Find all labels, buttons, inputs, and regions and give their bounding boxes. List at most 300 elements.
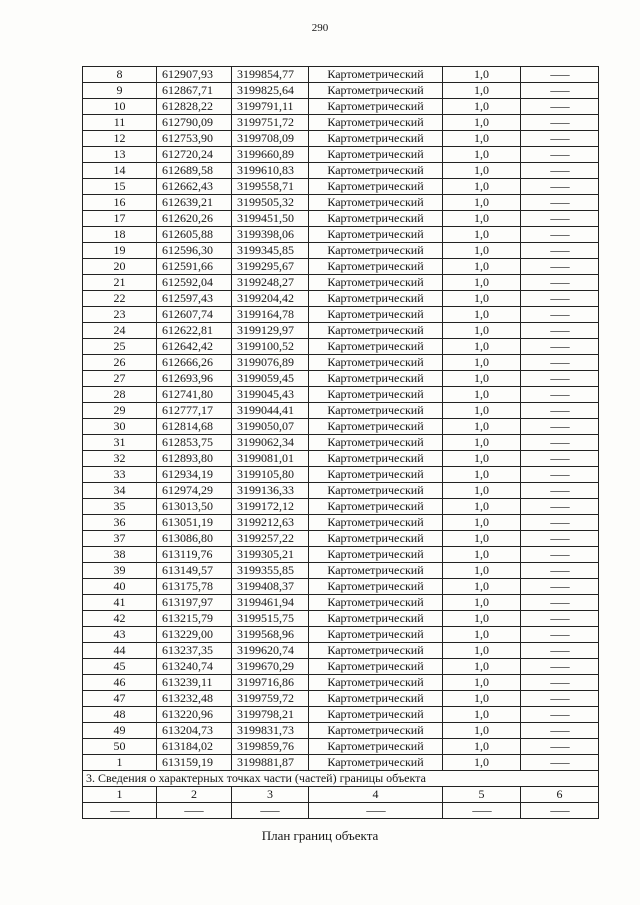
- table-row: [83, 339, 599, 355]
- method-cell: Картометрический: [309, 387, 443, 403]
- description-cell: —: [521, 99, 599, 115]
- coord-x-cell: 613184,02: [157, 739, 232, 755]
- coord-x-cell: 612605,88: [157, 227, 232, 243]
- point-number-cell: 20: [83, 259, 157, 275]
- table-row: [83, 131, 599, 147]
- description-cell: —: [521, 515, 599, 531]
- accuracy-cell: 1,0: [443, 243, 521, 259]
- coord-x-cell: 612790,09: [157, 115, 232, 131]
- coord-x-cell: 612907,93: [157, 67, 232, 83]
- coord-x-cell: 613215,79: [157, 611, 232, 627]
- coord-x-cell: 612607,74: [157, 307, 232, 323]
- section-3-title-row: [83, 771, 599, 787]
- description-cell: —: [521, 435, 599, 451]
- accuracy-cell: 1,0: [443, 211, 521, 227]
- accuracy-cell: 1,0: [443, 723, 521, 739]
- coord-x-cell: 613197,97: [157, 595, 232, 611]
- accuracy-cell: 1,0: [443, 179, 521, 195]
- coord-x-cell: 612814,68: [157, 419, 232, 435]
- point-number-cell: 22: [83, 291, 157, 307]
- point-number-cell: 24: [83, 323, 157, 339]
- coord-y-cell: 3199451,50: [232, 211, 309, 227]
- coord-y-cell: 3199257,22: [232, 531, 309, 547]
- method-cell: Картометрический: [309, 579, 443, 595]
- point-number-cell: 44: [83, 643, 157, 659]
- page-number: 290: [311, 22, 329, 34]
- method-cell: Картометрический: [309, 67, 443, 83]
- coord-y-cell: 3199355,85: [232, 563, 309, 579]
- point-number-cell: 30: [83, 419, 157, 435]
- accuracy-cell: 1,0: [443, 611, 521, 627]
- coord-y-cell: 3199568,96: [232, 627, 309, 643]
- col-header: 5: [443, 787, 521, 803]
- point-number-cell: 13: [83, 147, 157, 163]
- coord-y-cell: 3199204,42: [232, 291, 309, 307]
- coord-y-cell: 3199831,73: [232, 723, 309, 739]
- table-row: [83, 611, 599, 627]
- coord-x-cell: 613240,74: [157, 659, 232, 675]
- accuracy-cell: 1,0: [443, 291, 521, 307]
- description-cell: —: [521, 675, 599, 691]
- coord-x-cell: 613051,19: [157, 515, 232, 531]
- point-number-cell: 35: [83, 499, 157, 515]
- description-cell: —: [521, 211, 599, 227]
- coord-y-cell: 3199062,34: [232, 435, 309, 451]
- col-header: 2: [157, 787, 232, 803]
- description-cell: —: [521, 83, 599, 99]
- method-cell: Картометрический: [309, 355, 443, 371]
- accuracy-cell: 1,0: [443, 499, 521, 515]
- coord-y-cell: 3199515,75: [232, 611, 309, 627]
- table-row: [83, 99, 599, 115]
- point-number-cell: 50: [83, 739, 157, 755]
- accuracy-cell: 1,0: [443, 307, 521, 323]
- table-row: [83, 723, 599, 739]
- col-header: 6: [521, 787, 599, 803]
- method-cell: Картометрический: [309, 435, 443, 451]
- coord-y-cell: 3199044,41: [232, 403, 309, 419]
- coord-y-cell: 3199081,01: [232, 451, 309, 467]
- method-cell: Картометрический: [309, 467, 443, 483]
- description-cell: —: [521, 227, 599, 243]
- accuracy-cell: 1,0: [443, 451, 521, 467]
- empty-cell: —: [157, 803, 232, 819]
- coord-x-cell: 612597,43: [157, 291, 232, 307]
- method-cell: Картометрический: [309, 691, 443, 707]
- empty-cell: —: [232, 803, 309, 819]
- table-row: [83, 371, 599, 387]
- accuracy-cell: 1,0: [443, 339, 521, 355]
- table-row: [83, 707, 599, 723]
- coord-y-cell: 3199791,11: [232, 99, 309, 115]
- table-row: [83, 547, 599, 563]
- coord-y-cell: 3199505,32: [232, 195, 309, 211]
- method-cell: Картометрический: [309, 291, 443, 307]
- accuracy-cell: 1,0: [443, 387, 521, 403]
- description-cell: —: [521, 163, 599, 179]
- description-cell: —: [521, 483, 599, 499]
- description-cell: —: [521, 179, 599, 195]
- method-cell: Картометрический: [309, 227, 443, 243]
- coord-x-cell: 613229,00: [157, 627, 232, 643]
- point-number-cell: 40: [83, 579, 157, 595]
- section-3-title: 3. Сведения о характерных точках части (частей) границы объекта: [83, 771, 599, 787]
- table-row: [83, 515, 599, 531]
- description-cell: —: [521, 387, 599, 403]
- point-number-cell: 18: [83, 227, 157, 243]
- table-row: [83, 563, 599, 579]
- table-row: [83, 83, 599, 99]
- coord-x-cell: 612853,75: [157, 435, 232, 451]
- coord-x-cell: 612642,42: [157, 339, 232, 355]
- coord-x-cell: 613204,73: [157, 723, 232, 739]
- table-row: [83, 115, 599, 131]
- accuracy-cell: 1,0: [443, 691, 521, 707]
- description-cell: —: [521, 467, 599, 483]
- coord-x-cell: 612934,19: [157, 467, 232, 483]
- coord-y-cell: 3199408,37: [232, 579, 309, 595]
- empty-cell: —: [443, 803, 521, 819]
- coord-x-cell: 612596,30: [157, 243, 232, 259]
- empty-cell: —: [521, 803, 599, 819]
- point-number-cell: 10: [83, 99, 157, 115]
- coord-y-cell: 3199248,27: [232, 275, 309, 291]
- method-cell: Картометрический: [309, 643, 443, 659]
- accuracy-cell: 1,0: [443, 547, 521, 563]
- coord-y-cell: 3199076,89: [232, 355, 309, 371]
- table-row: [83, 499, 599, 515]
- accuracy-cell: 1,0: [443, 707, 521, 723]
- description-cell: —: [521, 67, 599, 83]
- table-row: [83, 147, 599, 163]
- coord-x-cell: 612620,26: [157, 211, 232, 227]
- table-row: [83, 211, 599, 227]
- point-number-cell: 21: [83, 275, 157, 291]
- table-row: [83, 643, 599, 659]
- point-number-cell: 19: [83, 243, 157, 259]
- accuracy-cell: 1,0: [443, 515, 521, 531]
- description-cell: —: [521, 259, 599, 275]
- method-cell: Картометрический: [309, 99, 443, 115]
- coord-y-cell: 3199059,45: [232, 371, 309, 387]
- description-cell: —: [521, 627, 599, 643]
- table-row: [83, 387, 599, 403]
- method-cell: Картометрический: [309, 307, 443, 323]
- method-cell: Картометрический: [309, 483, 443, 499]
- method-cell: Картометрический: [309, 339, 443, 355]
- coord-x-cell: 613119,76: [157, 547, 232, 563]
- description-cell: —: [521, 611, 599, 627]
- coord-x-cell: 613013,50: [157, 499, 232, 515]
- coord-x-cell: 612741,80: [157, 387, 232, 403]
- accuracy-cell: 1,0: [443, 467, 521, 483]
- description-cell: —: [521, 355, 599, 371]
- point-number-cell: 32: [83, 451, 157, 467]
- point-number-cell: 28: [83, 387, 157, 403]
- description-cell: —: [521, 499, 599, 515]
- point-number-cell: 34: [83, 483, 157, 499]
- point-number-cell: 14: [83, 163, 157, 179]
- description-cell: —: [521, 531, 599, 547]
- coord-y-cell: 3199558,71: [232, 179, 309, 195]
- coord-y-cell: 3199716,86: [232, 675, 309, 691]
- accuracy-cell: 1,0: [443, 115, 521, 131]
- description-cell: —: [521, 403, 599, 419]
- method-cell: Картометрический: [309, 147, 443, 163]
- point-number-cell: 8: [83, 67, 157, 83]
- coord-x-cell: 612753,90: [157, 131, 232, 147]
- point-number-cell: 12: [83, 131, 157, 147]
- table-row: [83, 275, 599, 291]
- description-cell: —: [521, 307, 599, 323]
- description-cell: —: [521, 579, 599, 595]
- section-3-header-row: [83, 787, 599, 803]
- point-number-cell: 9: [83, 83, 157, 99]
- table-row: [83, 307, 599, 323]
- method-cell: Картометрический: [309, 131, 443, 147]
- table-row: [83, 291, 599, 307]
- coord-y-cell: 3199105,80: [232, 467, 309, 483]
- coord-y-cell: 3199305,21: [232, 547, 309, 563]
- description-cell: —: [521, 659, 599, 675]
- coord-y-cell: 3199825,64: [232, 83, 309, 99]
- description-cell: —: [521, 739, 599, 755]
- coord-y-cell: 3199050,07: [232, 419, 309, 435]
- description-cell: —: [521, 131, 599, 147]
- description-cell: —: [521, 371, 599, 387]
- coord-y-cell: 3199670,29: [232, 659, 309, 675]
- point-number-cell: 46: [83, 675, 157, 691]
- point-number-cell: 29: [83, 403, 157, 419]
- coord-y-cell: 3199881,87: [232, 755, 309, 771]
- coord-x-cell: 613239,11: [157, 675, 232, 691]
- point-number-cell: 26: [83, 355, 157, 371]
- description-cell: —: [521, 419, 599, 435]
- coord-x-cell: 612867,71: [157, 83, 232, 99]
- coord-y-cell: 3199854,77: [232, 67, 309, 83]
- point-number-cell: 16: [83, 195, 157, 211]
- coord-y-cell: 3199345,85: [232, 243, 309, 259]
- coord-y-cell: 3199461,94: [232, 595, 309, 611]
- coord-x-cell: 613149,57: [157, 563, 232, 579]
- accuracy-cell: 1,0: [443, 83, 521, 99]
- accuracy-cell: 1,0: [443, 99, 521, 115]
- point-number-cell: 39: [83, 563, 157, 579]
- accuracy-cell: 1,0: [443, 419, 521, 435]
- table-row: [83, 755, 599, 771]
- method-cell: Картометрический: [309, 563, 443, 579]
- point-number-cell: 45: [83, 659, 157, 675]
- coord-x-cell: 613232,48: [157, 691, 232, 707]
- table-row: [83, 435, 599, 451]
- accuracy-cell: 1,0: [443, 323, 521, 339]
- point-number-cell: 33: [83, 467, 157, 483]
- table-row: [83, 739, 599, 755]
- method-cell: Картометрический: [309, 531, 443, 547]
- coord-x-cell: 612974,29: [157, 483, 232, 499]
- table-row: [83, 259, 599, 275]
- accuracy-cell: 1,0: [443, 227, 521, 243]
- coord-x-cell: 612662,43: [157, 179, 232, 195]
- table-row: [83, 227, 599, 243]
- method-cell: Картометрический: [309, 275, 443, 291]
- accuracy-cell: 1,0: [443, 259, 521, 275]
- accuracy-cell: 1,0: [443, 675, 521, 691]
- description-cell: —: [521, 451, 599, 467]
- method-cell: Картометрический: [309, 211, 443, 227]
- point-number-cell: 42: [83, 611, 157, 627]
- table-row: [83, 691, 599, 707]
- coord-x-cell: 612893,80: [157, 451, 232, 467]
- method-cell: Картометрический: [309, 163, 443, 179]
- coord-y-cell: 3199129,97: [232, 323, 309, 339]
- method-cell: Картометрический: [309, 419, 443, 435]
- method-cell: Картометрический: [309, 595, 443, 611]
- coord-y-cell: 3199620,74: [232, 643, 309, 659]
- table-row: [83, 467, 599, 483]
- description-cell: —: [521, 707, 599, 723]
- table-row: [83, 403, 599, 419]
- method-cell: Картометрический: [309, 195, 443, 211]
- point-number-cell: 48: [83, 707, 157, 723]
- col-header: 3: [232, 787, 309, 803]
- coord-x-cell: 612689,58: [157, 163, 232, 179]
- table-row: [83, 419, 599, 435]
- description-cell: —: [521, 755, 599, 771]
- point-number-cell: 27: [83, 371, 157, 387]
- point-number-cell: 31: [83, 435, 157, 451]
- coord-x-cell: 612828,22: [157, 99, 232, 115]
- table-row: [83, 451, 599, 467]
- accuracy-cell: 1,0: [443, 579, 521, 595]
- accuracy-cell: 1,0: [443, 275, 521, 291]
- method-cell: Картометрический: [309, 627, 443, 643]
- point-number-cell: 43: [83, 627, 157, 643]
- table-row: [83, 595, 599, 611]
- table-row: [83, 179, 599, 195]
- accuracy-cell: 1,0: [443, 195, 521, 211]
- description-cell: —: [521, 339, 599, 355]
- method-cell: Картометрический: [309, 323, 443, 339]
- method-cell: Картометрический: [309, 499, 443, 515]
- coord-x-cell: 612591,66: [157, 259, 232, 275]
- method-cell: Картометрический: [309, 259, 443, 275]
- table-row: [83, 195, 599, 211]
- method-cell: Картометрический: [309, 515, 443, 531]
- point-number-cell: 36: [83, 515, 157, 531]
- description-cell: —: [521, 547, 599, 563]
- method-cell: Картометрический: [309, 675, 443, 691]
- point-number-cell: 49: [83, 723, 157, 739]
- coord-y-cell: 3199660,89: [232, 147, 309, 163]
- coord-y-cell: 3199398,06: [232, 227, 309, 243]
- accuracy-cell: 1,0: [443, 131, 521, 147]
- table-row: [83, 483, 599, 499]
- coord-y-cell: 3199100,52: [232, 339, 309, 355]
- description-cell: —: [521, 275, 599, 291]
- point-number-cell: 1: [83, 755, 157, 771]
- description-cell: —: [521, 291, 599, 307]
- coord-y-cell: 3199212,63: [232, 515, 309, 531]
- method-cell: Картометрический: [309, 723, 443, 739]
- accuracy-cell: 1,0: [443, 595, 521, 611]
- method-cell: Картометрический: [309, 83, 443, 99]
- accuracy-cell: 1,0: [443, 147, 521, 163]
- coord-x-cell: 613220,96: [157, 707, 232, 723]
- table-row: [83, 163, 599, 179]
- table-row: [83, 323, 599, 339]
- table-row: [83, 659, 599, 675]
- accuracy-cell: 1,0: [443, 163, 521, 179]
- coord-x-cell: 612693,96: [157, 371, 232, 387]
- description-cell: —: [521, 643, 599, 659]
- table-row: [83, 579, 599, 595]
- point-number-cell: 47: [83, 691, 157, 707]
- accuracy-cell: 1,0: [443, 627, 521, 643]
- description-cell: —: [521, 195, 599, 211]
- table-row: [83, 627, 599, 643]
- coord-y-cell: 3199751,72: [232, 115, 309, 131]
- coord-y-cell: 3199798,21: [232, 707, 309, 723]
- description-cell: —: [521, 595, 599, 611]
- col-header: 1: [83, 787, 157, 803]
- coord-y-cell: 3199708,09: [232, 131, 309, 147]
- coord-y-cell: 3199859,76: [232, 739, 309, 755]
- point-number-cell: 15: [83, 179, 157, 195]
- description-cell: —: [521, 563, 599, 579]
- coord-x-cell: 612777,17: [157, 403, 232, 419]
- coord-y-cell: 3199172,12: [232, 499, 309, 515]
- description-cell: —: [521, 115, 599, 131]
- description-cell: —: [521, 147, 599, 163]
- method-cell: Картометрический: [309, 115, 443, 131]
- coord-y-cell: 3199045,43: [232, 387, 309, 403]
- accuracy-cell: 1,0: [443, 67, 521, 83]
- accuracy-cell: 1,0: [443, 755, 521, 771]
- point-number-cell: 23: [83, 307, 157, 323]
- coord-x-cell: 612592,04: [157, 275, 232, 291]
- coord-x-cell: 613159,19: [157, 755, 232, 771]
- accuracy-cell: 1,0: [443, 563, 521, 579]
- col-header: 4: [309, 787, 443, 803]
- table-row: [83, 531, 599, 547]
- method-cell: Картометрический: [309, 547, 443, 563]
- plan-title: План границ объекта: [261, 828, 379, 843]
- description-cell: —: [521, 723, 599, 739]
- point-number-cell: 17: [83, 211, 157, 227]
- boundary-points-table: [82, 66, 599, 819]
- coord-x-cell: 612622,81: [157, 323, 232, 339]
- point-number-cell: 37: [83, 531, 157, 547]
- table-row: [83, 67, 599, 83]
- accuracy-cell: 1,0: [443, 403, 521, 419]
- method-cell: Картометрический: [309, 371, 443, 387]
- method-cell: Картометрический: [309, 451, 443, 467]
- coord-x-cell: 613086,80: [157, 531, 232, 547]
- accuracy-cell: 1,0: [443, 739, 521, 755]
- point-number-cell: 11: [83, 115, 157, 131]
- coord-y-cell: 3199136,33: [232, 483, 309, 499]
- description-cell: —: [521, 323, 599, 339]
- coord-y-cell: 3199610,83: [232, 163, 309, 179]
- point-number-cell: 41: [83, 595, 157, 611]
- accuracy-cell: 1,0: [443, 531, 521, 547]
- coord-y-cell: 3199759,72: [232, 691, 309, 707]
- method-cell: Картометрический: [309, 403, 443, 419]
- method-cell: Картометрический: [309, 739, 443, 755]
- coord-y-cell: 3199164,78: [232, 307, 309, 323]
- coord-x-cell: 612639,21: [157, 195, 232, 211]
